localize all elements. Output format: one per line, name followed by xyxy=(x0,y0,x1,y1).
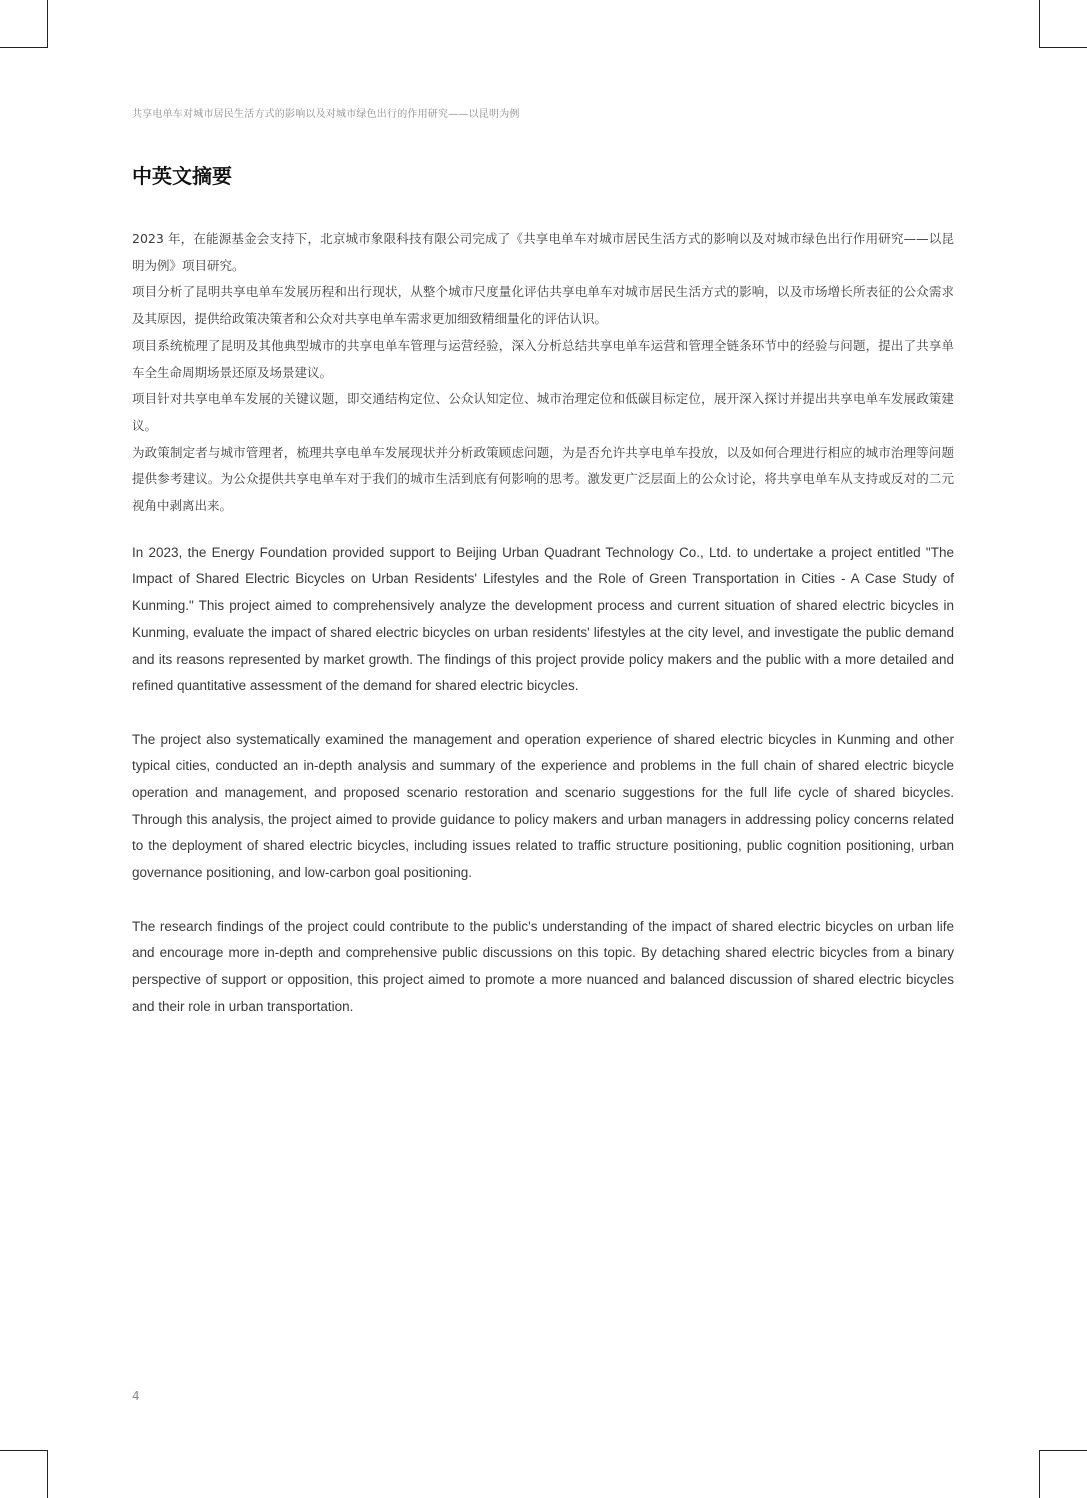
english-abstract xyxy=(132,540,954,1021)
crop-mark-bottom-left xyxy=(0,1450,48,1498)
page-number: 4 xyxy=(132,1389,140,1403)
chinese-paragraph: 项目系统梳理了昆明及其他典型城市的共享电单车管理与运营经验，深入分析总结共享电单车运营和管理全链条环节中的经验与问题，提出了共享单车全生命周期场景还原及场景建议。 xyxy=(132,337,954,380)
abstract-content xyxy=(132,226,954,1020)
english-paragraph: The project also systematically examined the management and operation experience of shared electric bicycles in Kunming and other typical cities, conducted an in-depth analysis and summary of the experience and problems in the full chain of shared electric bicycle operation and management, and proposed scenario restoration and scenario suggestions for the full life cycle of shared bicycles. Through this analysis, the project aimed to provide guidance to policy makers and urban managers in addressing policy concerns related to the deployment of shared electric bicycles, including issues related to traffic structure positioning, public cognition positioning, urban governance positioning, and low-carbon goal positioning. xyxy=(132,731,954,881)
crop-mark-top-right xyxy=(1039,0,1087,48)
chinese-paragraph: 2023 年，在能源基金会支持下，北京城市象限科技有限公司完成了《共享电单车对城市居民生活方式的影响以及对城市绿色出行作用研究——以昆明为例》项目研究。 xyxy=(132,231,954,273)
crop-mark-bottom-right xyxy=(1039,1450,1087,1498)
chinese-paragraph: 项目针对共享电单车发展的关键议题，即交通结构定位、公众认知定位、城市治理定位和低碳目标定位，展开深入探讨并提出共享电单车发展政策建议。 xyxy=(132,391,954,433)
chinese-paragraph: 项目分析了昆明共享电单车发展历程和出行现状，从整个城市尺度量化评估共享电单车对城市居民生活方式的影响，以及市场增长所表征的公众需求及其原因，提供给政策决策者和公众对共享电单车需求更加细致精细量化的评估认识。 xyxy=(132,284,954,327)
chinese-paragraph: 为政策制定者与城市管理者，梳理共享电单车发展现状并分析政策顾虑问题，为是否允许共享电单车投放，以及如何合理进行相应的城市治理等问题提供参考建议。为公众提供共享电单车对于我们的城市生活到底有何影响的思考。激发更广泛层面上的公众讨论，将共享电单车从支持或反对的二元视角中剥离出来。 xyxy=(132,444,954,514)
english-paragraph: The research findings of the project could contribute to the public's understanding of the impact of shared electric bicycles on urban life and encourage more in-depth and comprehensive public discussions on this topic. By detaching shared electric bicycles from a binary perspective of support or opposition, this project aimed to promote a more nuanced and balanced discussion of shared electric bicycles and their role in urban transportation. xyxy=(132,918,954,1014)
section-title: 中英文摘要 xyxy=(132,164,232,188)
running-header: 共享电单车对城市居民生活方式的影响以及对城市绿色出行的作用研究——以昆明为例 xyxy=(132,109,520,120)
english-paragraph: In 2023, the Energy Foundation provided support to Beijing Urban Quadrant Technology Co., Ltd. to undertake a project entitled "The Impact of Shared Electric Bicycles on Urban Residents' Lifestyles and the Role of Green Transportation in Cities - A Case Study of Kunming." This project aimed to comprehensively analyze the development process and current situation of shared electric bicycles in Kunming, evaluate the impact of shared electric bicycles on urban residents' lifestyles at the city level, and investigate the public demand and its reasons represented by market growth. The findings of this project provide policy makers and the public with a more detailed and refined quantitative assessment of the demand for shared electric bicycles. xyxy=(132,544,954,694)
chinese-abstract xyxy=(132,226,954,520)
crop-mark-top-left xyxy=(0,0,48,48)
